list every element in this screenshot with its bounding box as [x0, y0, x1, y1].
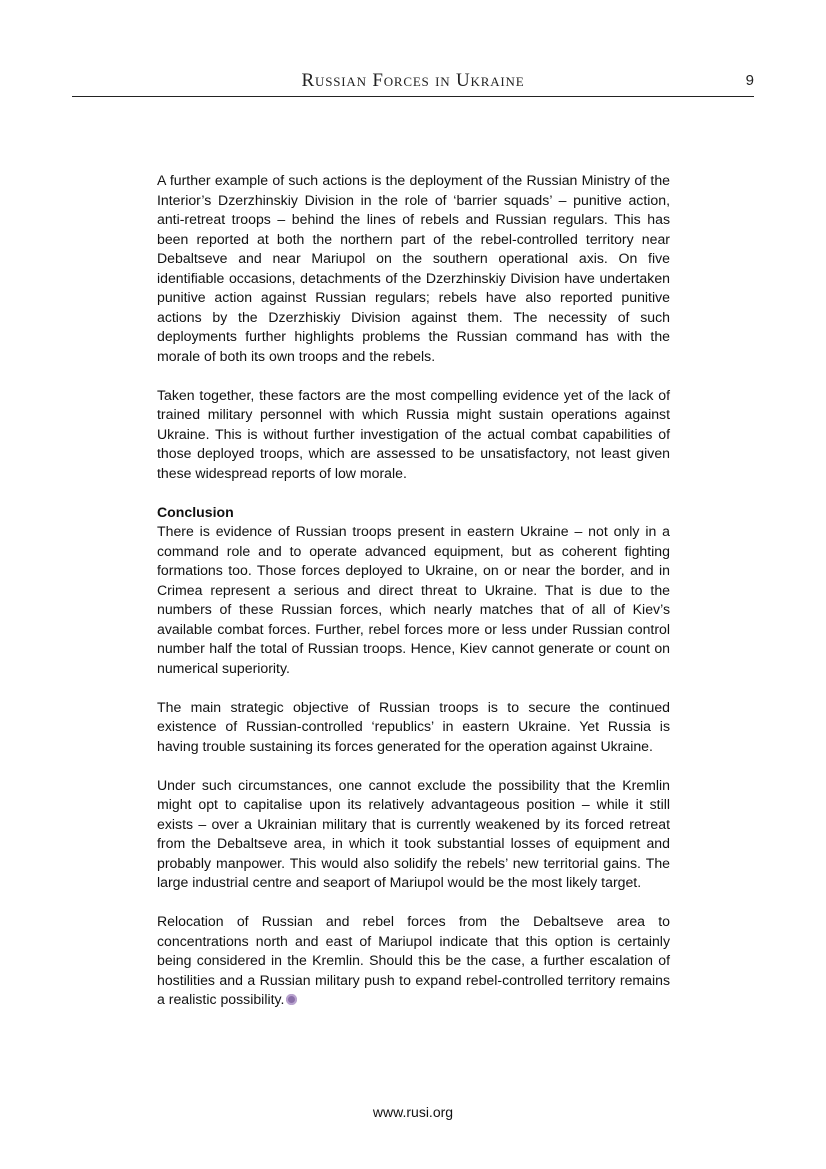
footer-url: www.rusi.org: [372, 1104, 454, 1120]
conclusion-paragraph: There is evidence of Russian troops present in eastern Ukraine – not only in a command role and to operate advanced equipment, but as coherent fighting formations too. Those forces deployed to Ukraine, on or near the border, and in Crimea represent a serious and direct threat to Ukraine. That is due to the numbers of these Russian forces, which nearly matches that of all of Kiev’s available combat forces. Further, rebel forces more or less under Russian control number half the total of Russian troops. Hence, Kiev cannot generate or count on numerical superiority.: [157, 523, 670, 676]
page-header: [72, 70, 754, 97]
section-heading-conclusion: Conclusion: [157, 503, 234, 520]
page-number: 9: [745, 72, 754, 89]
article-body: [157, 171, 670, 1029]
conclusion-paragraph: Under such circumstances, one cannot exclude the possibility that the Kremlin might opt to capitalise upon its relatively advantageous position – while it still exists – over a Ukrainian military that is currently weakened by its forced retreat from the Debaltseve area, in which it took substantial losses of equipment and probably manpower. This would also solidify the rebels’ new territorial gains. The large industrial centre and seaport of Mariupol would be the most likely target.: [157, 776, 670, 890]
end-of-article-icon: [286, 994, 297, 1005]
conclusion-paragraph-last: [157, 912, 670, 1010]
conclusion-paragraph-text: Relocation of Russian and rebel forces from the Debaltseve area to concentrations north and east of Mariupol indicate that this option is certainly being considered in the Kremlin. Should this be the case, a further escalation of hostilities and a Russian military push to expand rebel-controlled territory remains a realistic possibility.: [157, 913, 670, 1007]
body-paragraph: A further example of such actions is the deployment of the Russian Ministry of the Interior’s Dzerzhinskiy Division in the role of ‘barrier squads’ – punitive action, anti-retreat troops – behind the lines of rebels and Russian regulars. This has been reported at both the northern part of the rebel-controlled territory near Debaltseve and near Mariupol on the southern operational axis. On five identifiable occasions, detachments of the Dzerzhinskiy Division have undertaken punitive action against Russian regulars; rebels have also reported punitive actions by the Dzerzhiskiy Division against them. The necessity of such deployments further highlights problems the Russian command has with the morale of both its own troops and the rebels.: [157, 172, 670, 364]
body-paragraph: Taken together, these factors are the most compelling evidence yet of the lack of trained military personnel with which Russia might sustain operations against Ukraine. This is without further investigation of the actual combat capabilities of those deployed troops, which are assessed to be unsatisfactory, not least given these widespread reports of low morale.: [157, 386, 670, 481]
running-title: Russian Forces in Ukraine: [301, 70, 525, 91]
conclusion-paragraph: The main strategic objective of Russian troops is to secure the continued existence of Russian-controlled ‘republics’ in eastern Ukraine. Yet Russia is having trouble sustaining its forces generated for the operation against Ukraine.: [157, 698, 670, 754]
